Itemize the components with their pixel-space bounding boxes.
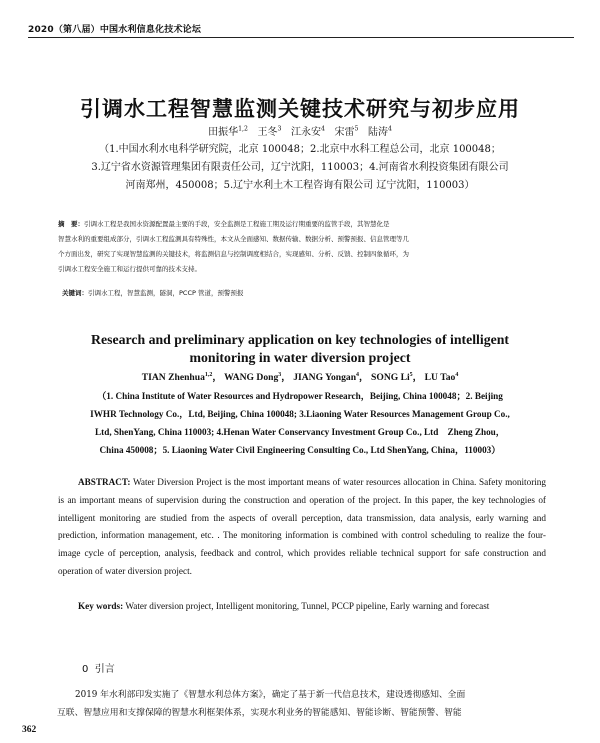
en-title-line: monitoring in water diversion project [189, 350, 411, 365]
cn-keywords: 关键词：引调水工程，智慧监测，隧洞，PCCP 管道，预警预报 [62, 289, 244, 297]
en-authors: TIAN Zhenhua$^{1,2}$， WANG Dong$^3$， JIANG Yongan$^4$， SONG Li$^5$， LU Tao$^4$ [141, 371, 459, 383]
en-author: SONG Li$^5$ [371, 371, 413, 383]
cn-author: 田振华$^{1,2}$ [208, 125, 248, 138]
cn-author: 江永安$^4$ [290, 125, 325, 138]
cn-author: 王冬$^3$ [257, 125, 282, 138]
en-keywords-label: Key words: [78, 601, 124, 611]
cn-keywords-label: 关键词： [62, 289, 88, 297]
body-line: 互联、智慧应用和支撑保障的智慧水利框架体系，实现水利业务的智能感知、智能诊断、智能预警、智能 [57, 708, 462, 718]
cn-author: 宋雷$^5$ [334, 125, 359, 138]
page-number: 362 [22, 725, 37, 735]
cn-affiliation-line: 3.辽宁省水资源管理集团有限责任公司，辽宁沈阳，110003；4.河南省水利投资集团有限公司 [91, 162, 509, 173]
cn-abstract-line: 引调水工程安全施工和运行提供可靠的技术支持。 [58, 265, 201, 273]
cn-affiliation-line: （1.中国水利水电科学研究院，北京 100048；2.北京中水科工程总公司，北京 100048； [99, 144, 501, 155]
cn-title: 引调水工程智慧监测关键技术研究与初步应用 [80, 97, 520, 121]
en-keywords: Key words: Water diversion project, Intelligent monitoring, Tunnel, PCCP pipeline, Early warning and forecast [78, 601, 490, 611]
en-author: TIAN Zhenhua$^{1,2}$ [141, 371, 213, 383]
cn-abstract-line: 个方面出发，研究了实现智慧监测的关键技术，将监测信息与控制调度相结合，实现感知、分析、反馈、控制四象循环，为 [58, 250, 409, 258]
cn-authors [0, 123, 600, 138]
running-header: 2020（第八届）中国水利信息化技术论坛 [28, 25, 202, 35]
section-heading: 0 引言 [82, 664, 115, 675]
en-affiliation-line: China 450008；5. Liaoning Water Civil Engineering Consulting Co., Ltd ShenYang, China，110003） [99, 445, 501, 455]
cn-affiliation-line: 河南郑州，450008；5.辽宁水利土木工程咨询有限公司 辽宁沈阳，110003） [125, 180, 475, 191]
en-author: WANG Dong$^3$ [224, 371, 282, 383]
en-author: JIANG Yongan$^4$ [293, 371, 360, 383]
en-title [0, 331, 600, 367]
body-line: 2019 年水利部印发实施了《智慧水利总体方案》，确定了基于新一代信息技术，建设透彻感知、全面 [75, 690, 466, 700]
en-affiliation-line: Ltd, ShenYang, China 110003; 4.Henan Water Conservancy Investment Group Co., Ltd Zheng Zhou， [95, 427, 505, 437]
en-author: LU Tao$^4$ [424, 371, 459, 383]
en-abstract-label: ABSTRACT: [78, 477, 131, 487]
cn-abstract-label: 摘 要： [58, 220, 84, 228]
cn-abstract-line: 智慧水利的重要组成部分，引调水工程监测具有特殊性，本文从全面感知、数据传输、数据分析、预警预报、信息管理等几 [58, 235, 409, 243]
cn-author: 陆涛$^4$ [367, 125, 392, 138]
cn-abstract-line: 摘 要：引调水工程是我国水资源配置最主要的手段，安全监测是工程施工期及运行期重要的监管手段，其智慧化是 [58, 220, 390, 228]
en-affiliation-line: （1. China Institute of Water Resources and Hydropower Research，Beijing, China 100048；2. Beijing [97, 391, 503, 401]
en-abstract: ABSTRACT: Water Diversion Project is the most important means of water resources allocation in China. Safety monitoring is an important means of supervision during the construction and operation of the project. In this paper, the key technologies of intelligent monitoring are studied from the aspects of overall perception, data transmission, data analysis, early warning and prediction, information management, etc. . The monitoring information is combined with control scheduling to realize the four-image cycle of perception, analysis, feedback and control, which provides reliable technical support for safe construction and operation of water diversion project. [58, 477, 546, 576]
header-rule [28, 37, 574, 38]
en-title-line: Research and preliminary application on key technologies of intelligent [91, 332, 509, 347]
en-affiliation-line: IWHR Technology Co.，Ltd, Beijing, China 100048; 3.Liaoning Water Resources Management Group Co., [90, 409, 510, 419]
